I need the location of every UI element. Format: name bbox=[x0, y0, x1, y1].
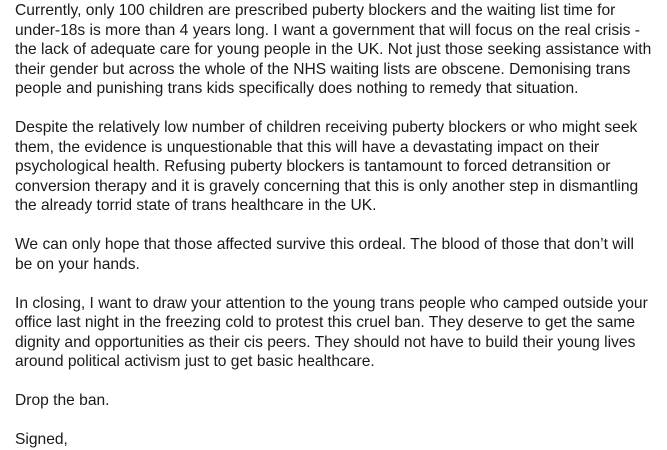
text-line: the lack of adequate care for young people in the UK. Not just those seeking assistance with bbox=[15, 41, 652, 58]
text-line: psychological health. Refusing puberty blockers is tantamount to forced detransition or bbox=[15, 158, 611, 175]
text-line: Currently, only 100 children are prescribed puberty blockers and the waiting list time for bbox=[15, 2, 616, 19]
paragraph-hope bbox=[15, 235, 660, 274]
text-line: people and punishing trans kids specifically does nothing to remedy that situation. bbox=[15, 80, 579, 97]
text-line: office last night in the freezing cold to protest this cruel ban. They deserve to get the same bbox=[15, 314, 636, 331]
paragraph-spacer bbox=[15, 216, 660, 236]
text-line: We can only hope that those affected survive this ordeal. The blood of those that don’t will bbox=[15, 236, 634, 253]
text-line: around political activism just to get basic healthcare. bbox=[15, 353, 375, 370]
text-line: be on your hands. bbox=[15, 255, 140, 273]
paragraph-spacer bbox=[15, 372, 660, 392]
text-line: their gender but across the whole of the NHS waiting lists are obscene. Demonising trans bbox=[15, 60, 631, 78]
paragraph-closing bbox=[15, 294, 660, 372]
text-line: conversion therapy and it is gravely concerning that this is only another step in dismantling bbox=[15, 177, 639, 195]
text-line: Drop the ban. bbox=[15, 392, 110, 409]
paragraph-spacer bbox=[15, 274, 660, 294]
signed-label: Signed, bbox=[15, 431, 68, 448]
paragraph-spacer bbox=[15, 99, 660, 119]
text-line: Despite the relatively low number of children receiving puberty blockers or who might seek bbox=[15, 119, 638, 136]
paragraph-signature bbox=[15, 430, 660, 450]
text-line: In closing, I want to draw your attention to the young trans people who camped outside your bbox=[15, 294, 648, 312]
paragraph-waiting-lists bbox=[15, 1, 660, 99]
paragraph-spacer bbox=[15, 411, 660, 431]
paragraph-evidence bbox=[15, 118, 660, 216]
text-line: the already torrid state of trans healthcare in the UK. bbox=[15, 197, 377, 214]
text-line: dignity and opportunities as their cis peers. They should not have to build their young lives bbox=[15, 333, 636, 351]
text-line: them, the evidence is unquestionable that this will have a devastating impact on their bbox=[15, 138, 600, 156]
letter-document bbox=[15, 0, 660, 450]
paragraph-drop-the-ban bbox=[15, 391, 660, 411]
text-line: under-18s is more than 4 years long. I want a government that will focus on the real crisis - bbox=[15, 21, 640, 39]
